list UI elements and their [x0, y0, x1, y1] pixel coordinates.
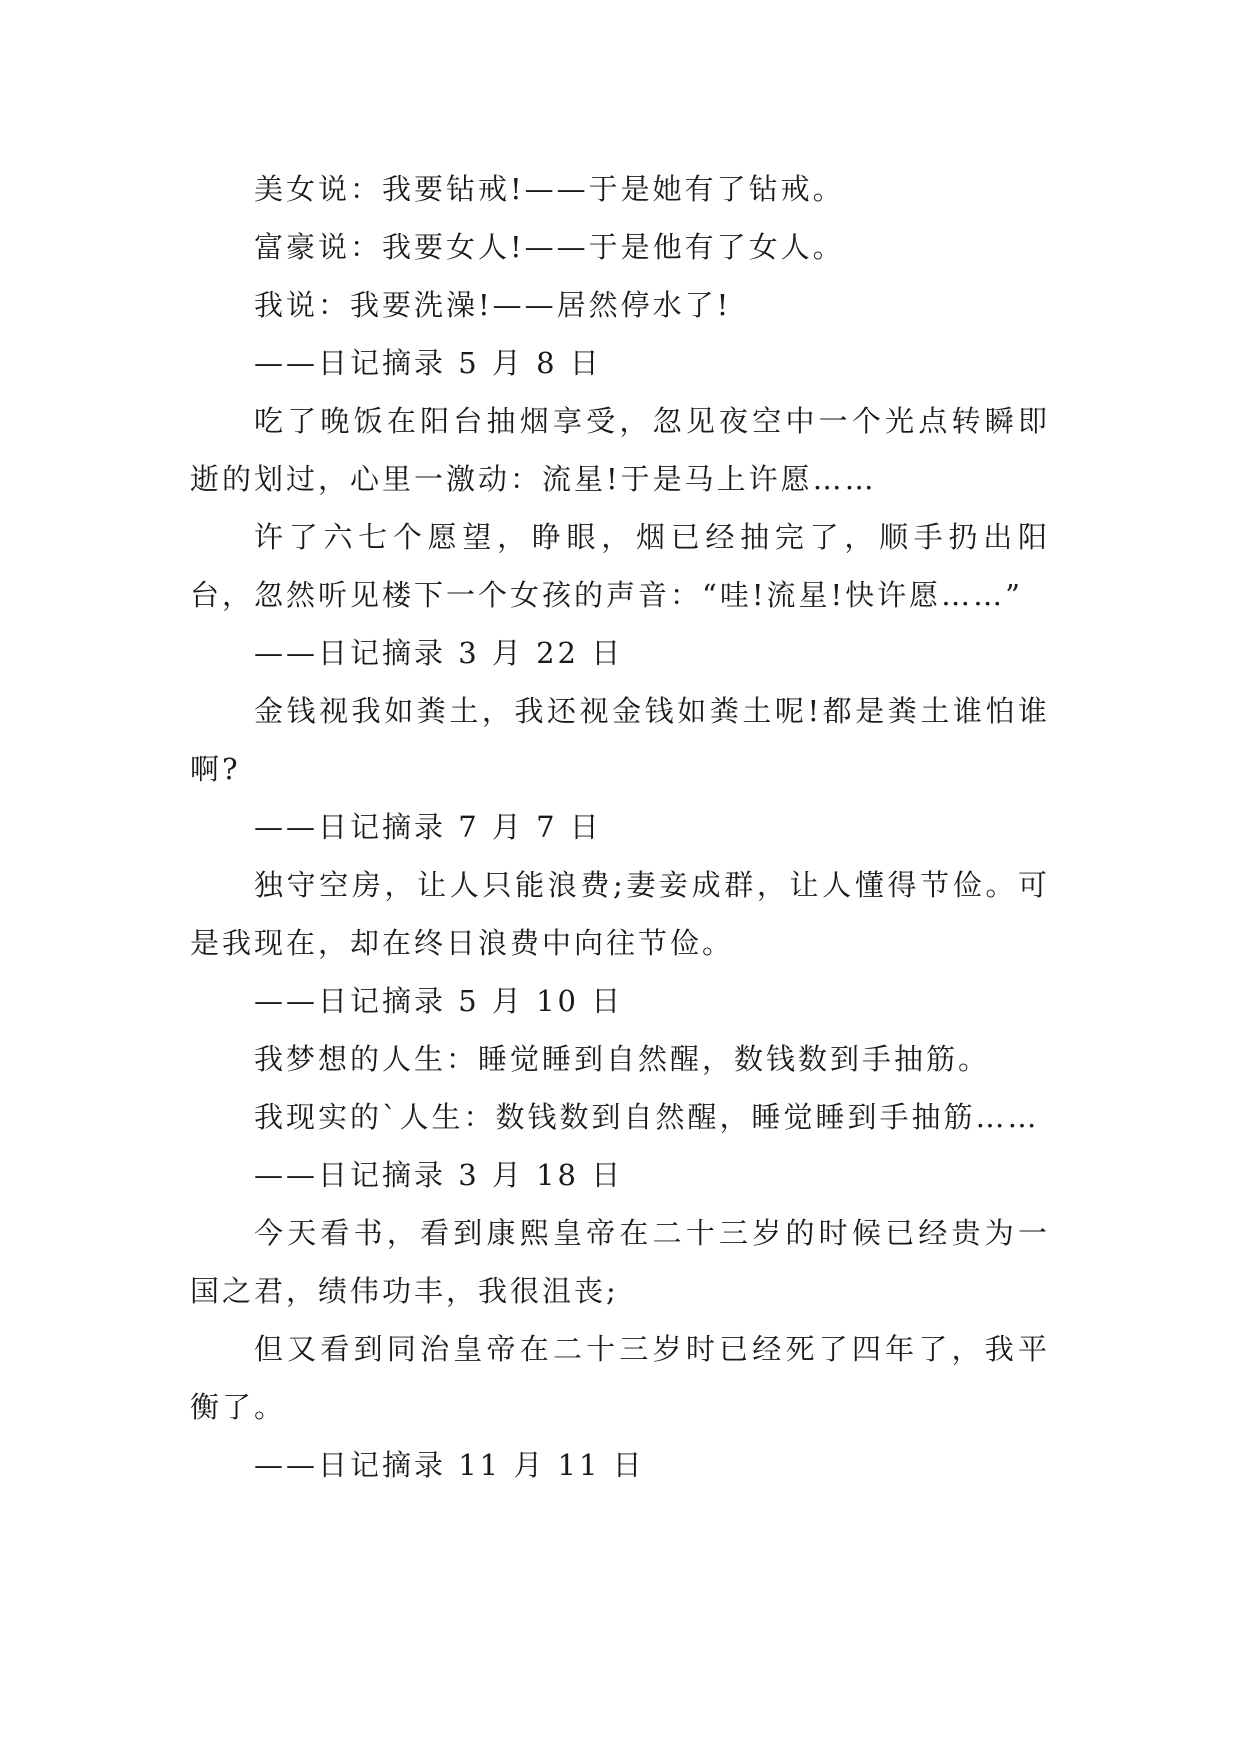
- paragraph-kangxi: 今天看书，看到康熙皇帝在二十三岁的时候已经贵为一国之君，绩伟功丰，我很沮丧;: [190, 1216, 1050, 1308]
- diary-signature: ——日记摘录 5 月 8 日: [254, 346, 602, 380]
- paragraph-me-bath: 我说：我要洗澡!——居然停水了!: [254, 288, 732, 322]
- diary-signature: ——日记摘录 7 月 7 日: [254, 810, 602, 844]
- paragraph-real-life: 我现实的`人生：数钱数到自然醒，睡觉睡到手抽筋……: [254, 1100, 1040, 1134]
- diary-signature: ——日记摘录 5 月 10 日: [254, 984, 624, 1018]
- diary-signature: ——日记摘录 11 月 11 日: [254, 1448, 645, 1482]
- paragraph-empty-room: 独守空房，让人只能浪费;妻妾成群，让人懂得节俭。可是我现在，却在终日浪费中向往节俭。: [190, 868, 1050, 960]
- paragraph-dream-life: 我梦想的人生：睡觉睡到自然醒，数钱数到手抽筋。: [254, 1042, 991, 1076]
- document-body: [190, 160, 1050, 1494]
- paragraph-beauty-ring: 美女说：我要钻戒!——于是她有了钻戒。: [254, 172, 845, 206]
- paragraph-cigarette-meteor: 许了六七个愿望，睁眼，烟已经抽完了，顺手扔出阳台，忽然听见楼下一个女孩的声音：“哇!流星!快许愿……”: [190, 520, 1050, 612]
- paragraph-rich-man-woman: 富豪说：我要女人!——于是他有了女人。: [254, 230, 845, 264]
- diary-signature: ——日记摘录 3 月 18 日: [254, 1158, 624, 1192]
- paragraph-money-dirt: 金钱视我如粪土，我还视金钱如粪土呢!都是粪土谁怕谁啊?: [190, 694, 1050, 786]
- paragraph-tongzhi: 但又看到同治皇帝在二十三岁时已经死了四年了，我平衡了。: [190, 1332, 1050, 1424]
- paragraph-meteor-wish: 吃了晚饭在阳台抽烟享受，忽见夜空中一个光点转瞬即逝的划过，心里一激动：流星!于是马上许愿……: [190, 404, 1050, 496]
- diary-signature: ——日记摘录 3 月 22 日: [254, 636, 624, 670]
